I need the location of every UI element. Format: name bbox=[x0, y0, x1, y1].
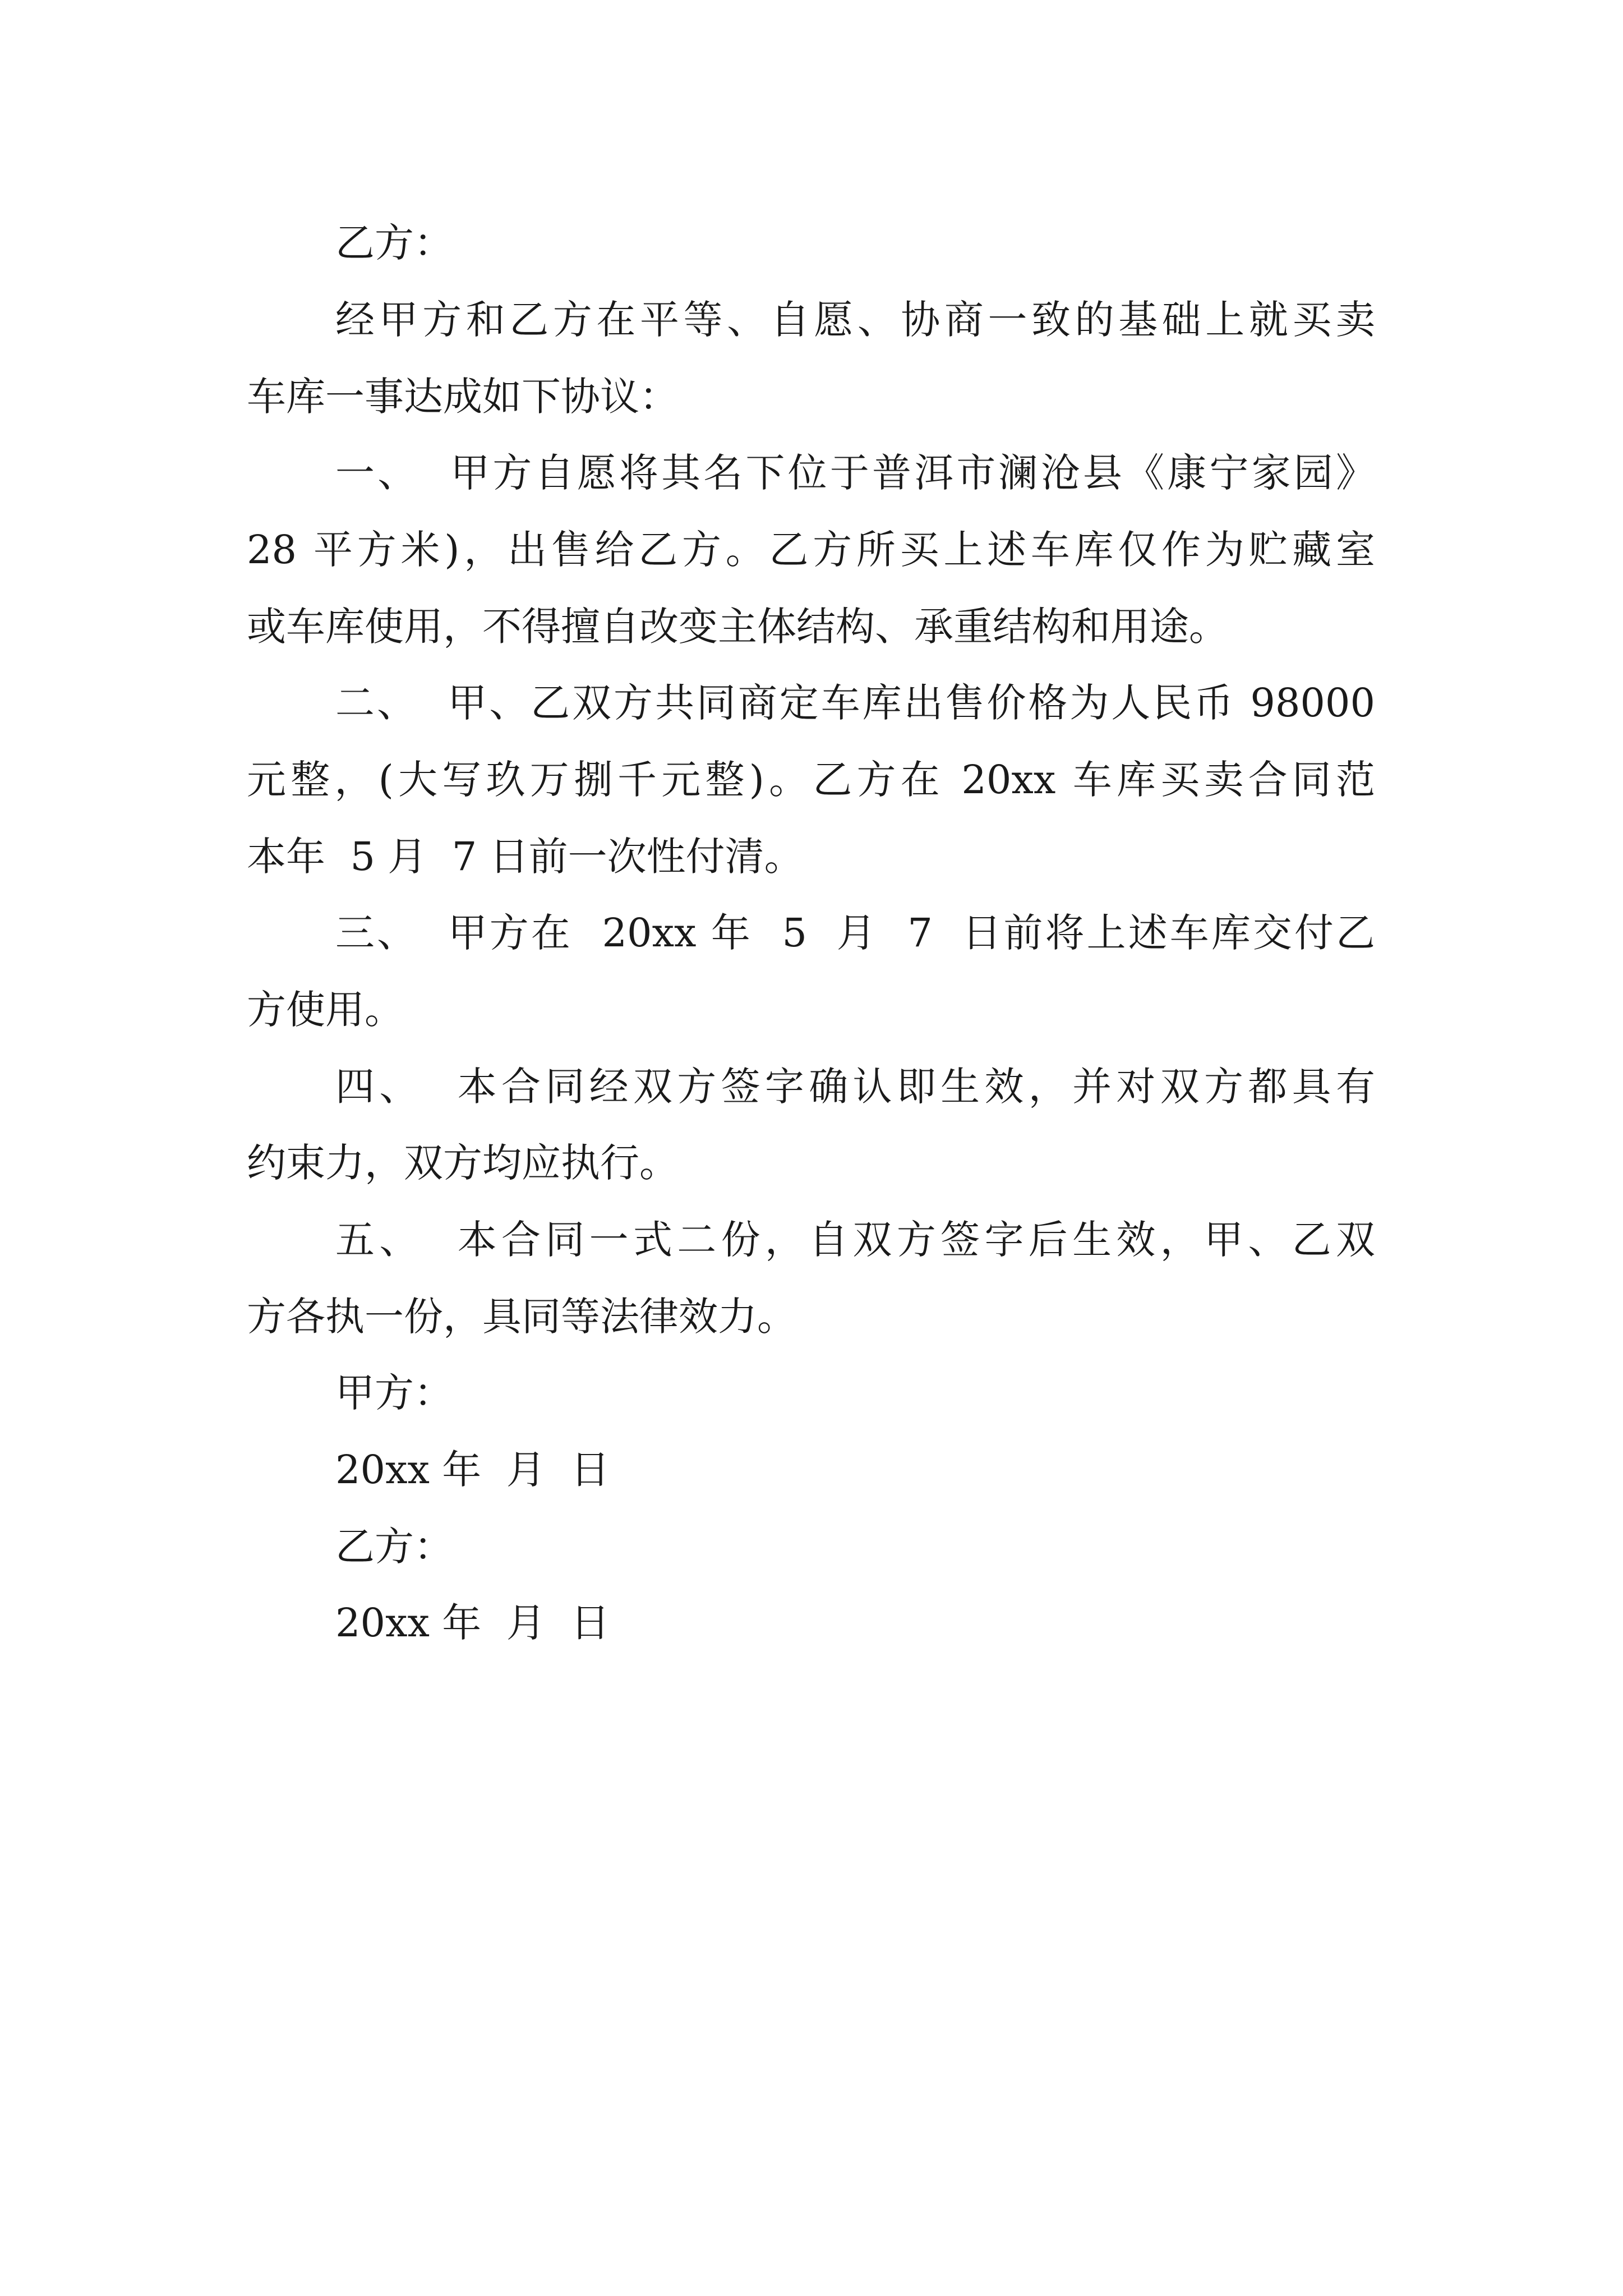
clause-3-line-1: 三、 甲方在 20xx 年 5 月 7 日前将上述车库交付乙 bbox=[335, 910, 1375, 956]
clause-5-line-2: 方各执一份，具同等法律效力。 bbox=[247, 1294, 796, 1340]
clause-1-line-2: 28 平方米)，出售给乙方。乙方所买上述车库仅作为贮藏室 bbox=[247, 527, 1375, 573]
party-b-label: 乙方： bbox=[335, 1524, 453, 1570]
clause-1-line-3: 或车库使用，不得擅自改变主体结构、承重结构和用途。 bbox=[247, 604, 1228, 650]
party-b-label-top: 乙方： bbox=[335, 220, 453, 266]
clause-2-line-2: 元整，(大写玖万捌千元整)。乙方在 20xx 车库买卖合同范 bbox=[247, 757, 1375, 803]
clause-4-line-1: 四、 本合同经双方签字确认即生效，并对双方都具有 bbox=[335, 1064, 1375, 1110]
clause-4-line-2: 约束力，双方均应执行。 bbox=[247, 1140, 679, 1186]
intro-line-2: 车库一事达成如下协议： bbox=[247, 374, 679, 420]
clause-3-line-2: 方使用。 bbox=[247, 987, 404, 1033]
party-a-label: 甲方： bbox=[335, 1370, 453, 1416]
clause-2-line-1: 二、 甲、乙双方共同商定车库出售价格为人民币 98000 bbox=[335, 680, 1375, 726]
party-a-date: 20xx 年 月 日 bbox=[335, 1447, 610, 1493]
clause-1-line-1: 一、 甲方自愿将其名下位于普洱市澜沧县《康宁家园》 bbox=[335, 450, 1375, 496]
intro-line-1: 经甲方和乙方在平等、自愿、协商一致的基础上就买卖 bbox=[335, 297, 1375, 343]
clause-5-line-1: 五、 本合同一式二份，自双方签字后生效，甲、乙双 bbox=[335, 1217, 1375, 1263]
party-b-date: 20xx 年 月 日 bbox=[335, 1600, 610, 1646]
clause-2-line-3: 本年 5 月 7 日前一次性付清。 bbox=[247, 834, 804, 880]
